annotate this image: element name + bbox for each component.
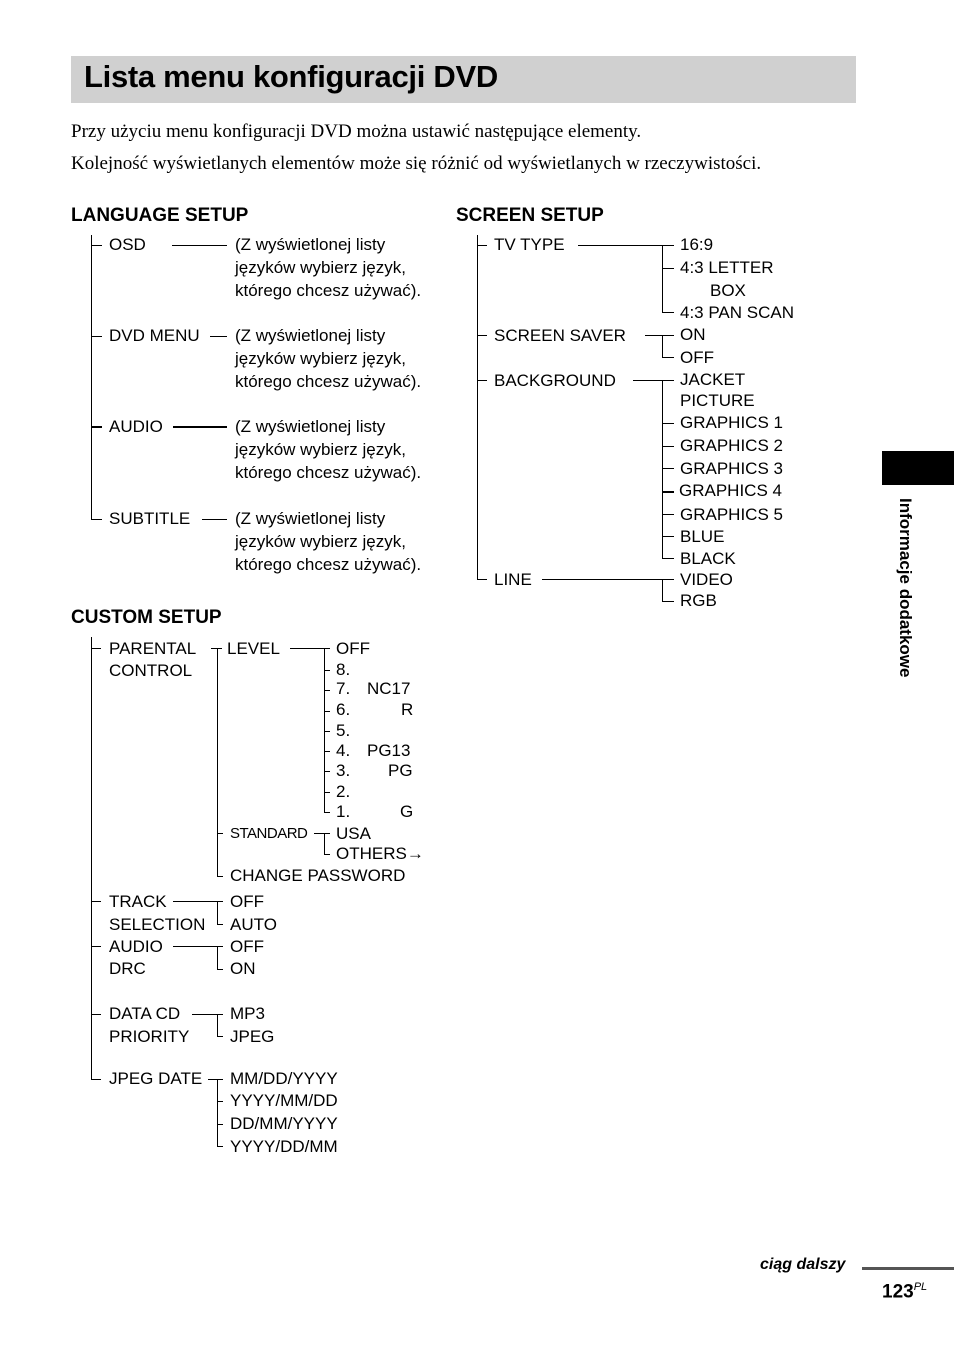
- tree-connector: [208, 1079, 223, 1080]
- tree-line: [217, 1079, 218, 1147]
- tree-branch: [662, 268, 674, 269]
- tree-branch: [662, 514, 674, 515]
- tree-connector: [173, 426, 227, 428]
- tree-line: [324, 833, 325, 854]
- subtitle-desc-1: (Z wyświetlonej listy: [235, 509, 386, 528]
- jpeg-date-option: DD/MM/YYYY: [230, 1114, 338, 1133]
- subtitle-desc-2: języków wybierz język,: [235, 532, 406, 551]
- tree-connector: [542, 579, 674, 580]
- tree-branch: [91, 946, 101, 947]
- background-option: GRAPHICS 4: [679, 481, 782, 500]
- intro-line-1: Przy użyciu menu konfiguracji DVD można ustawić następujące elementy.: [71, 121, 642, 142]
- level-num: 8.: [336, 660, 351, 679]
- standard-option: USA: [336, 824, 371, 843]
- tv-type-label: TV TYPE: [494, 235, 565, 254]
- tree-branch: [324, 792, 330, 793]
- dvd-menu-desc-1: (Z wyświetlonej listy: [235, 326, 386, 345]
- tree-branch: [91, 901, 101, 902]
- tree-connector: [173, 901, 223, 902]
- tree-branch: [662, 423, 674, 424]
- page-number: [882, 1281, 927, 1303]
- tree-branch: [91, 426, 102, 428]
- tree-branch: [217, 833, 223, 834]
- tree-branch: [324, 751, 330, 752]
- tree-branch: [217, 1124, 223, 1125]
- line-label: LINE: [494, 570, 532, 589]
- tv-type-option: 4:3 LETTER: [680, 258, 774, 277]
- osd-desc-3: którego chcesz używać).: [235, 281, 422, 300]
- tree-branch: [477, 245, 487, 246]
- tree-line: [662, 245, 663, 313]
- tv-type-option: 4:3 PAN SCAN: [680, 303, 795, 322]
- tree-branch: [662, 446, 674, 447]
- tree-branch: [324, 771, 330, 772]
- tree-line: [324, 648, 325, 812]
- tree-line: [217, 648, 218, 877]
- standard-option: OTHERS→: [336, 844, 424, 863]
- tree-connector: [202, 519, 227, 520]
- change-password: CHANGE PASSWORD: [230, 866, 406, 885]
- continued-label: ciąg dalszy: [760, 1256, 846, 1273]
- tree-branch: [91, 648, 101, 649]
- screen-saver-option: OFF: [680, 348, 714, 367]
- level-num: 1.: [336, 802, 351, 821]
- line-option: VIDEO: [680, 570, 733, 589]
- parental-label-1: PARENTAL: [109, 639, 197, 658]
- level-rating: PG13: [367, 741, 411, 760]
- tree-branch: [324, 690, 330, 691]
- tree-branch: [662, 491, 674, 493]
- tree-connector: [633, 380, 674, 381]
- background-option: BLACK: [680, 549, 736, 568]
- dvd-menu-desc-2: języków wybierz język,: [235, 349, 406, 368]
- level-num: 5.: [336, 721, 351, 740]
- level-num: 6.: [336, 700, 351, 719]
- parental-label-2: CONTROL: [109, 661, 193, 680]
- tree-branch: [324, 812, 330, 813]
- level-label: LEVEL: [227, 639, 280, 658]
- tree-branch: [324, 731, 330, 732]
- tree-connector: [210, 336, 227, 337]
- language-setup-heading: LANGUAGE SETUP: [71, 205, 249, 226]
- tree-branch: [477, 579, 487, 580]
- tree-branch: [662, 558, 674, 559]
- line-option: RGB: [680, 591, 717, 610]
- audio-label: AUDIO: [109, 417, 163, 436]
- level-num: 7.: [336, 679, 351, 698]
- audio-drc-option: ON: [230, 959, 256, 978]
- tree-connector: [172, 245, 227, 246]
- tree-connector: [645, 335, 674, 336]
- data-cd-label-2: PRIORITY: [109, 1027, 190, 1046]
- jpeg-date-option: YYYY/MM/DD: [230, 1091, 338, 1110]
- tv-type-option: BOX: [710, 281, 746, 300]
- jpeg-date-option: YYYY/DD/MM: [230, 1137, 338, 1156]
- osd-desc-2: języków wybierz język,: [235, 258, 406, 277]
- tree-branch: [91, 519, 102, 520]
- background-option: PICTURE: [680, 391, 755, 410]
- tree-line: [217, 1014, 218, 1037]
- tree-line: [477, 235, 478, 579]
- tree-line: [662, 579, 663, 601]
- tree-branch: [324, 711, 330, 712]
- tree-line: [662, 380, 663, 558]
- background-option: GRAPHICS 1: [680, 413, 783, 432]
- level-rating: R: [401, 700, 414, 719]
- tree-connector: [314, 833, 330, 834]
- tree-branch: [91, 245, 102, 246]
- background-label: BACKGROUND: [494, 371, 616, 390]
- data-cd-option: JPEG: [230, 1027, 275, 1046]
- tree-branch: [217, 969, 223, 970]
- level-num: OFF: [336, 639, 370, 658]
- track-option: AUTO: [230, 915, 277, 934]
- tree-line: [662, 335, 663, 357]
- tree-branch: [217, 1036, 223, 1037]
- tree-branch: [662, 601, 674, 602]
- screen-saver-label: SCREEN SAVER: [494, 326, 626, 345]
- subtitle-label: SUBTITLE: [109, 509, 191, 528]
- tree-branch: [324, 854, 330, 855]
- tree-connector: [578, 245, 674, 246]
- tree-branch: [662, 357, 674, 358]
- level-num: 2.: [336, 782, 351, 801]
- tree-branch: [217, 924, 223, 925]
- jpeg-date-label: JPEG DATE: [109, 1069, 203, 1088]
- audio-drc-option: OFF: [230, 937, 264, 956]
- tree-branch: [477, 335, 487, 336]
- side-tab-marker: [882, 451, 954, 485]
- tree-line: [217, 901, 218, 925]
- background-option: GRAPHICS 2: [680, 436, 783, 455]
- side-tab-label: Informacje dodatkowe: [896, 498, 915, 678]
- tree-branch: [324, 670, 330, 671]
- audio-drc-label-1: AUDIO: [109, 937, 163, 956]
- screen-saver-option: ON: [680, 325, 706, 344]
- tree-connector: [173, 946, 223, 947]
- tree-branch: [91, 336, 102, 337]
- audio-desc-1: (Z wyświetlonej listy: [235, 417, 386, 436]
- level-rating: G: [400, 802, 414, 821]
- audio-drc-label-2: DRC: [109, 959, 146, 978]
- screen-setup-heading: SCREEN SETUP: [456, 205, 604, 226]
- page-number-value: 123: [882, 1281, 914, 1303]
- background-option: JACKET: [680, 370, 746, 389]
- dvd-menu-label: DVD MENU: [109, 326, 200, 345]
- tree-connector: [192, 1014, 223, 1015]
- data-cd-label-1: DATA CD: [109, 1004, 181, 1023]
- data-cd-option: MP3: [230, 1004, 265, 1023]
- tv-type-option: 16:9: [680, 235, 714, 254]
- background-option: BLUE: [680, 527, 725, 546]
- tree-branch: [217, 1101, 223, 1102]
- tree-branch: [91, 1014, 101, 1015]
- level-rating: NC17: [367, 679, 411, 698]
- tree-branch: [662, 312, 674, 313]
- page-title: Lista menu konfiguracji DVD: [84, 59, 498, 94]
- osd-desc-1: (Z wyświetlonej listy: [235, 235, 386, 254]
- level-num: 4.: [336, 741, 351, 760]
- standard-label: STANDARD: [230, 825, 308, 842]
- tree-branch: [91, 1079, 101, 1080]
- tree-branch: [477, 380, 487, 381]
- subtitle-desc-3: którego chcesz używać).: [235, 555, 422, 574]
- page-number-suffix: PL: [913, 1281, 928, 1293]
- audio-desc-2: języków wybierz język,: [235, 440, 406, 459]
- tree-line: [217, 946, 218, 970]
- continued-line: [862, 1267, 954, 1270]
- jpeg-date-option: MM/DD/YYYY: [230, 1069, 338, 1088]
- dvd-menu-desc-3: którego chcesz używać).: [235, 372, 422, 391]
- background-option: GRAPHICS 5: [680, 505, 783, 524]
- tree-line: [91, 235, 92, 520]
- track-option: OFF: [230, 892, 264, 911]
- tree-branch: [217, 1146, 223, 1147]
- intro-line-2: Kolejność wyświetlanych elementów może się różnić od wyświetlanych w rzeczywistości.: [71, 153, 762, 174]
- track-label-2: SELECTION: [109, 915, 206, 934]
- osd-label: OSD: [109, 235, 146, 254]
- tree-branch: [217, 876, 223, 877]
- level-rating: PG: [388, 761, 413, 780]
- audio-desc-3: którego chcesz używać).: [235, 463, 422, 482]
- custom-setup-heading: CUSTOM SETUP: [71, 607, 222, 628]
- tree-line: [91, 637, 92, 1079]
- level-num: 3.: [336, 761, 351, 780]
- tree-branch: [662, 536, 674, 537]
- track-label-1: TRACK: [109, 892, 167, 911]
- background-option: GRAPHICS 3: [680, 459, 783, 478]
- tree-branch: [662, 468, 674, 469]
